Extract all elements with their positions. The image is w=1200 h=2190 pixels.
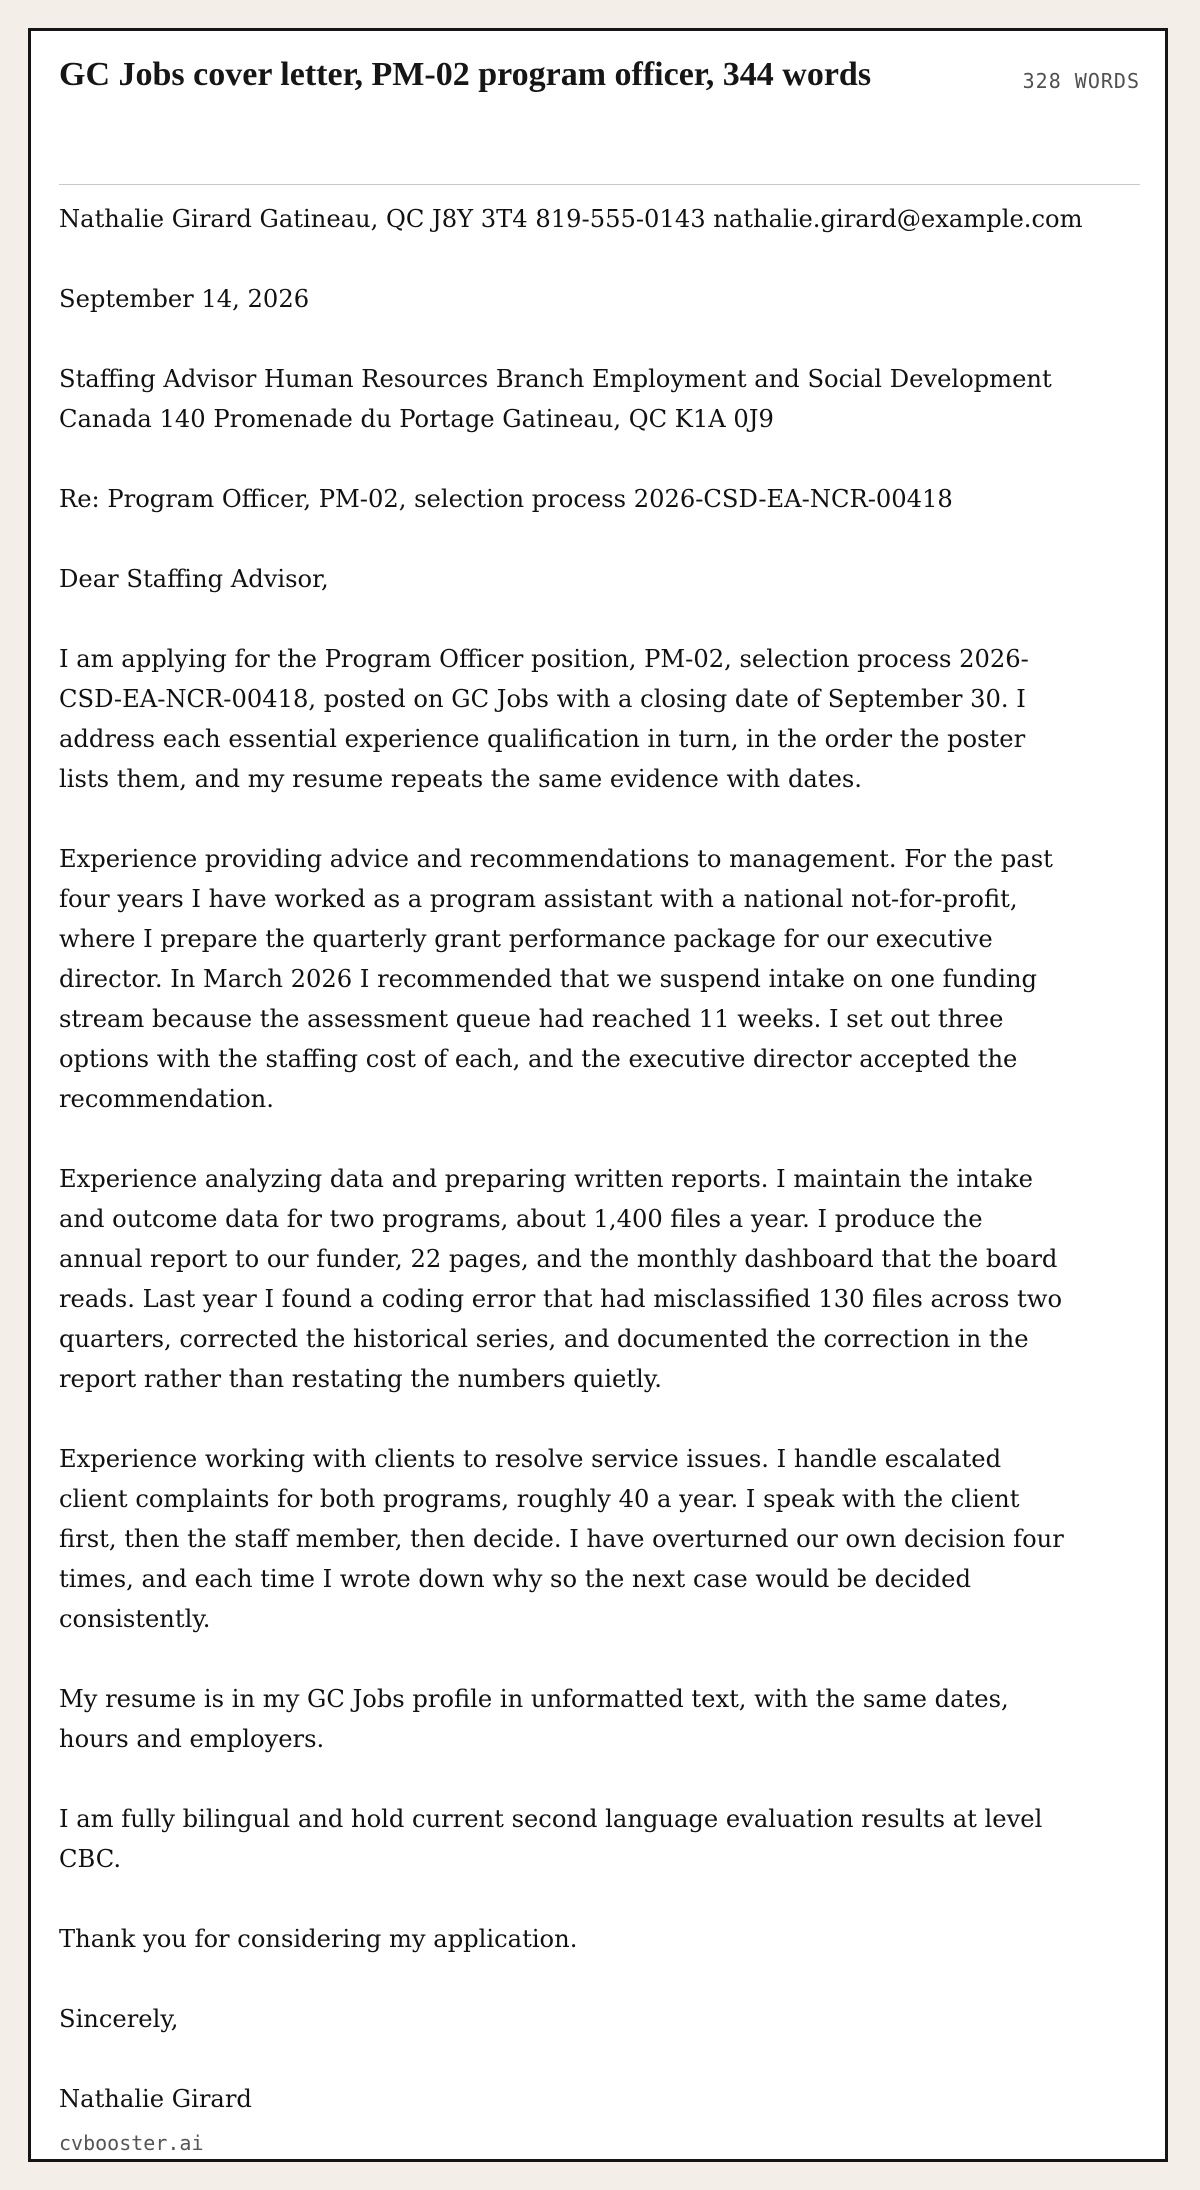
contact-line: Nathalie Girard Gatineau, QC J8Y 3T4 819-555-0143 nathalie.girard@example.com bbox=[59, 205, 1083, 233]
letter-body bbox=[59, 199, 1099, 2119]
page-title: GC Jobs cover letter, PM-02 program officer, 344 words bbox=[59, 56, 872, 93]
paragraph-language-results: I am fully bilingual and hold current second language evaluation results at level CBC. bbox=[59, 1805, 1043, 1873]
word-count-badge: 328 WORDS bbox=[1022, 69, 1140, 93]
paragraph-advice-experience: Experience providing advice and recommendations to management. For the past four years I have worked as a program assistant with a national not-for-profit, where I prepare the quarterly grant performance package for our executive director. In March 2026 I recommended that we suspend intake on one funding stream because the assessment queue had reached 11 weeks. I set out three options with the staffing cost of each, and the executive director accepted the recommendation. bbox=[59, 845, 1053, 1113]
footer-brand: cvbooster.ai bbox=[59, 2131, 204, 2155]
letter-date: September 14, 2026 bbox=[59, 285, 310, 313]
closing-thanks: Thank you for considering my application. bbox=[59, 1925, 578, 1953]
paragraph-client-service-experience: Experience working with clients to resolve service issues. I handle escalated client complaints for both programs, roughly 40 a year. I speak with the client first, then the staff member, then decide. I have overturned our own decision four times, and each time I wrote down why so the next case would be decided consistently. bbox=[59, 1445, 1064, 1633]
paragraph-resume-note: My resume is in my GC Jobs profile in unformatted text, with the same dates, hours and employers. bbox=[59, 1685, 1009, 1753]
paragraph-data-analysis-experience: Experience analyzing data and preparing written reports. I maintain the intake and outcome data for two programs, about 1,400 files a year. I produce the annual report to our funder, 22 pages, and the monthly dashboard that the board reads. Last year I found a coding error that had misclassified 130 files across two quarters, corrected the historical series, and documented the correction in the report rather than restating the numbers quietly. bbox=[59, 1165, 1063, 1393]
paragraph-intro: I am applying for the Program Officer position, PM-02, selection process 2026-CSD-EA-NCR-00418, posted on GC Jobs with a closing date of September 30. I address each essential experience qualification in turn, in the order the poster lists them, and my resume repeats the same evidence with dates. bbox=[59, 645, 1029, 793]
signoff: Sincerely, bbox=[59, 2005, 179, 2033]
subject-line: Re: Program Officer, PM-02, selection process 2026-CSD-EA-NCR-00418 bbox=[59, 485, 953, 513]
signature: Nathalie Girard bbox=[59, 2085, 252, 2113]
letter-header bbox=[59, 52, 1140, 185]
salutation: Dear Staffing Advisor, bbox=[59, 565, 329, 593]
recipient-address: Staffing Advisor Human Resources Branch Employment and Social Development Canada 140 Promenade du Portage Gatineau, QC K1A 0J9 bbox=[59, 365, 1052, 433]
cover-letter-card bbox=[28, 28, 1168, 2162]
